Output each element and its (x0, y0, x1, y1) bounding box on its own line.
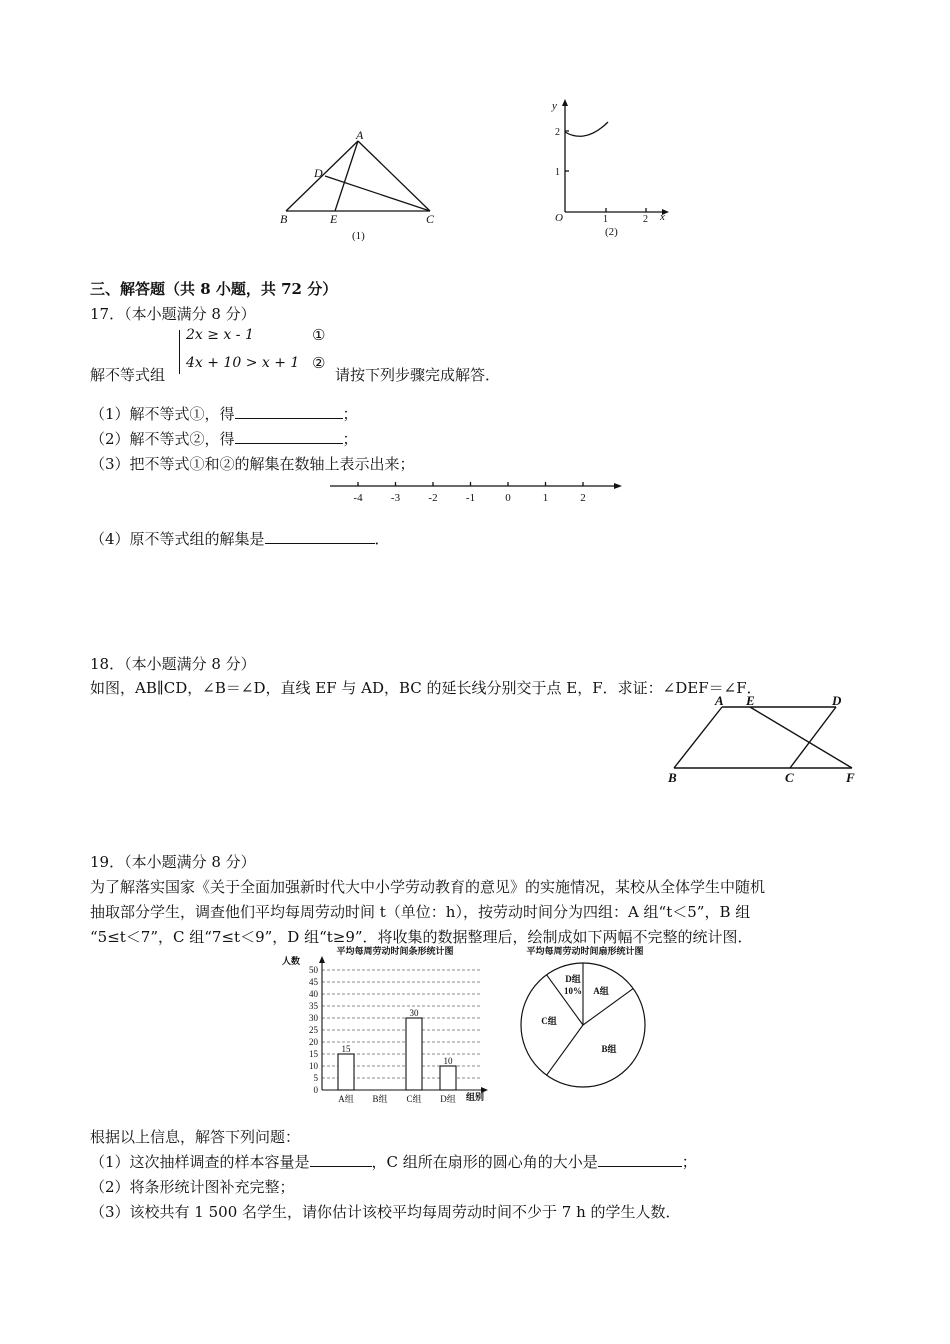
label-e: E (746, 695, 755, 708)
bar-chart-x-arrow (481, 1087, 488, 1093)
figure-1-caption: (1) (352, 230, 365, 242)
bar-chart-ylabel: 人数 (282, 956, 301, 966)
figure-2-caption: (2) (605, 226, 618, 238)
label-d: D (832, 695, 842, 708)
segment-ef (750, 707, 852, 768)
q17-step-2-post: ； (342, 430, 358, 448)
q19-sub-3: （3）该校共有 1 500 名学生，请你估计该校平均每周劳动时间不少于 7 h 的学生人数． (90, 1203, 681, 1221)
x-axis-label: x (660, 211, 665, 223)
q17-step-1 (90, 403, 358, 424)
number-line-label: 2 (580, 492, 586, 504)
y-axis-label: y (552, 100, 557, 112)
label-c: C (785, 770, 794, 785)
bar-chart-value-label: 15 (341, 1044, 351, 1054)
label-c: C (426, 212, 435, 226)
bar-chart-ytick-label: 25 (309, 1025, 318, 1035)
number-line-label: 0 (505, 492, 511, 504)
bar-chart-ytick-label: 15 (309, 1049, 318, 1059)
y-tick-label-2: 2 (555, 127, 560, 138)
bar-chart-ytick-label: 10 (309, 1061, 318, 1071)
segment-ab (674, 707, 722, 768)
bar-chart-ytick-label: 50 (309, 965, 318, 975)
q18-text: 如图，AB∥CD，∠B＝∠D，直线 EF 与 AD，BC 的延长线分别交于点 E，F．求证：∠DEF＝∠F． (90, 679, 762, 697)
label-f: F (846, 770, 855, 785)
number-line-label: -1 (465, 492, 476, 504)
bar-chart-bar (338, 1054, 354, 1090)
q19-sub-1-post: ； (681, 1153, 697, 1171)
bar-chart-ytick-label: 20 (309, 1037, 318, 1047)
bar-chart-xlabel: 组别 (466, 1092, 485, 1102)
bar-chart-ytick-label: 45 (309, 977, 318, 987)
number-line-label: -4 (353, 492, 363, 504)
pie-chart-slice-label: D组 (565, 974, 581, 984)
q17-step-1-post: ； (342, 405, 358, 423)
x-tick-label-2: 2 (643, 214, 648, 225)
q17-step-2-answer-blank[interactable] (235, 429, 343, 444)
bar-chart-category-label: D组 (440, 1094, 456, 1104)
bar-chart-y-arrow (319, 956, 325, 963)
pie-chart-percent-label: 10% (564, 986, 582, 996)
label-b: B (280, 212, 288, 226)
figure-2-graph (550, 95, 680, 240)
pie-chart-slice-label: A组 (593, 986, 609, 996)
label-a: A (356, 128, 364, 142)
q19-sub-1-mid: ，C 组所在扇形的圆心角的大小是 (371, 1153, 598, 1171)
q17-step-1-answer-blank[interactable] (235, 404, 343, 419)
segment-ac (358, 141, 430, 211)
q17-step-2 (90, 428, 358, 449)
y-tick-label-1: 1 (555, 167, 560, 178)
q17-inequality-1: 2x ≥ x - 1 (186, 327, 254, 343)
q19-intro: 根据以上信息，解答下列问题： (90, 1128, 301, 1146)
bar-chart-ytick-label: 0 (313, 1085, 318, 1095)
bar-chart-category-label: A组 (338, 1094, 354, 1104)
q17-inequality-2: 4x + 10 > x + 1 (186, 355, 300, 371)
pie-chart-slice-label: B组 (601, 1044, 617, 1054)
pie-chart (505, 942, 665, 1092)
q17-step-4 (90, 528, 390, 549)
bar-chart-ytick-label: 35 (309, 1001, 318, 1011)
q19-sub-1-text: （1）这次抽样调查的样本容量是 (90, 1153, 310, 1171)
number-line-label: 1 (542, 492, 549, 504)
q17-step-2-text: （2）解不等式②，得 (90, 430, 235, 448)
bar-chart-ytick-label: 40 (309, 989, 318, 999)
bar-chart-ytick-label: 5 (313, 1073, 318, 1083)
q19-sample-size-blank[interactable] (310, 1152, 372, 1167)
q19-line-1: 为了解落实国家《关于全面加强新时代大中小学劳动教育的意见》的实施情况，某校从全体学生中随机 (90, 878, 766, 896)
label-a: A (715, 695, 724, 708)
q17-mark-1: ① (312, 326, 326, 344)
q17-tail: 请按下列步骤完成解答． (335, 366, 501, 384)
y-arrow (562, 99, 568, 106)
label-e: E (330, 212, 338, 226)
q17-step-4-text: （4）原不等式组的解集是 (90, 530, 265, 548)
pie-chart-slice-label: C组 (541, 1016, 557, 1026)
function-curve (565, 122, 608, 136)
q17-step-1-text: （1）解不等式①，得 (90, 405, 235, 423)
pie-chart-title: 平均每周劳动时间扇形统计图 (526, 946, 644, 956)
bar-chart-category-label: B组 (372, 1094, 388, 1104)
bar-chart-bar (406, 1018, 422, 1090)
bar-chart-ytick-label: 30 (309, 1013, 318, 1023)
number-line-label: -3 (390, 492, 401, 504)
bar-chart-value-label: 10 (443, 1056, 453, 1066)
q17-step-3: （3）把不等式①和②的解集在数轴上表示出来； (90, 455, 415, 473)
bar-chart-bar (440, 1066, 456, 1090)
q17-mark-2: ② (312, 354, 326, 372)
number-line-label: -2 (428, 492, 438, 504)
bar-chart (280, 942, 505, 1110)
section-title: 三、解答题（共 8 小题，共 72 分） (90, 280, 338, 298)
q19-sub-1 (90, 1151, 697, 1172)
bar-chart-category-label: C组 (406, 1094, 422, 1104)
q17-step-4-answer-blank[interactable] (265, 529, 375, 544)
segment-dc (790, 707, 836, 768)
q18-header: 18．（本小题满分 8 分） (90, 655, 256, 673)
origin-label: O (555, 212, 563, 224)
x-tick-label-1: 1 (603, 214, 608, 225)
q19-header: 19．（本小题满分 8 分） (90, 853, 256, 871)
figure-parallelogram (660, 695, 870, 790)
label-b: B (668, 770, 677, 785)
label-d: D (314, 166, 323, 180)
number-line-arrow (614, 483, 622, 489)
q19-angle-blank[interactable] (598, 1152, 682, 1167)
bar-chart-title: 平均每周劳动时间条形统计图 (336, 946, 454, 956)
bar-chart-value-label: 30 (409, 1008, 419, 1018)
q17-header: 17．（本小题满分 8 分） (90, 305, 256, 323)
number-line (330, 476, 630, 508)
q17-step-4-post: ． (374, 530, 390, 548)
system-brace (179, 330, 180, 374)
figure-1-triangle (270, 125, 450, 245)
q19-line-3: “5≤t＜7”，C 组“7≤t＜9”，D 组“t≥9”．将收集的数据整理后，绘制成如下两幅不完整的统计图． (90, 928, 753, 946)
q17-lead: 解不等式组 (90, 366, 166, 384)
q19-line-2: 抽取部分学生，调查他们平均每周劳动时间 t（单位：h），按劳动时间分为四组：A 组“t＜5”，B 组 (90, 903, 751, 921)
q19-sub-2: （2）将条形统计图补充完整； (90, 1178, 295, 1196)
